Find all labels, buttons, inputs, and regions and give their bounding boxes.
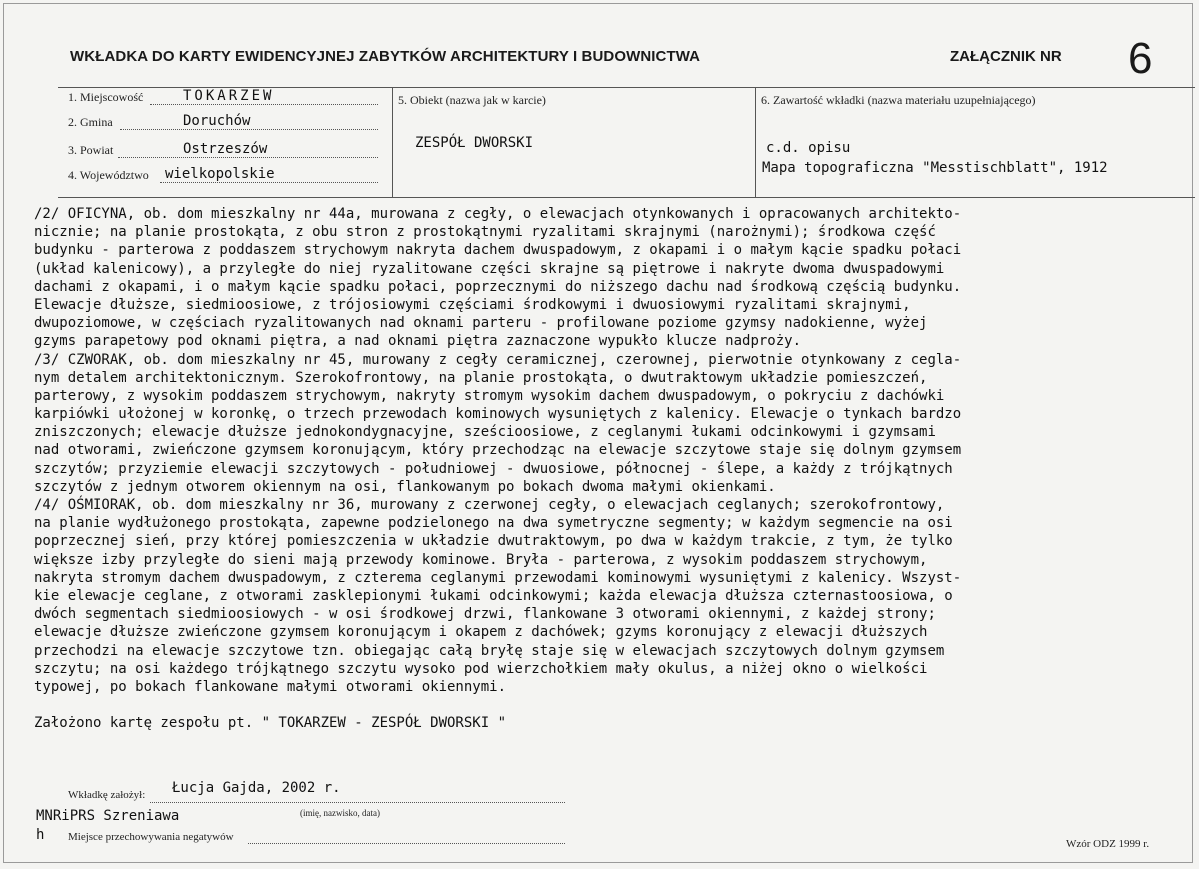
- description-line: większe izby przyległe do sieni mają przewody kominowe. Bryła - parterowa, z wysokim poddaszem strychowym,: [34, 551, 928, 568]
- description-line: /4/ OŚMIORAK, ob. dom mieszkalny nr 36, murowany z czerwonej cegły, o elewacjach ceglanych; szerokofrontowy,: [34, 497, 945, 513]
- place-field: [68, 88, 378, 108]
- author-dots: [150, 802, 565, 803]
- description-line: dwóch segmentach siedmioosiowych - w osi środkowej drzwi, flankowane 3 otworami okiennymi, z każdej strony;: [34, 606, 936, 623]
- district-label: 3. Powiat: [68, 143, 114, 157]
- column-divider-1: [392, 87, 393, 197]
- storage-value: MNRiPRS Szreniawa: [36, 808, 180, 824]
- description-line: parterowy, z wysokim poddaszem strychowym, nakryty stromym wysokim dachem dwuspadowym, o pokryciu z dachówki: [34, 387, 945, 404]
- description-line: (układ kalenicowy), a przyległe do niej ryzalitowane części skrajne są piętrowe i nakryte dwoma dwuspadowymi: [34, 260, 945, 277]
- description-line: zniszczonych; elewacje dłuższe jednokondygnacyjne, sześcioosiowe, z ceglanymi łukami odcinkowymi i gzymsami: [34, 424, 936, 441]
- description-line: karpiówki ułożonej w koronkę, o trzech przewodach kominowych wysuniętych z kalenicy. Elewacje o tynkach bardzo: [34, 406, 962, 423]
- description-line: szczytu; na osi każdego trójkątnego szczytu wysoko pod wierzchołkiem mały okulus, a niżej okno o wielkości: [34, 660, 928, 677]
- description-line: nad otworami, zwieńczone gzymsem koronującym, który przechodząc na elewacje szczytowe staje się dolnym gzymsem: [34, 442, 962, 459]
- voivodeship-dots: [160, 182, 378, 183]
- contents-label: 6. Zawartość wkładki (nazwa materiału uzupełniającego): [761, 93, 1036, 107]
- district-dots: [118, 157, 378, 158]
- form-title: WKŁADKA DO KARTY EWIDENCYJNEJ ZABYTKÓW ARCHITEKTURY I BUDOWNICTWA: [70, 48, 701, 65]
- description-line: poprzecznej sień, przy której pomieszczenia w układzie dwutraktowym, po dwa w każdym trakcie, z tym, że tylko: [34, 533, 953, 550]
- commune-field: [68, 113, 378, 133]
- district-value: Ostrzeszów: [183, 141, 268, 157]
- contents-line-1: c.d. opisu: [766, 140, 851, 156]
- description-line: [34, 696, 1174, 714]
- place-label: 1. Miejscowość: [68, 90, 144, 104]
- description-line: /2/ OFICYNA, ob. dom mieszkalny nr 44a, murowana z cegły, o elewacjach otynkowanych i opracowanych architekto-: [34, 206, 962, 222]
- voivodeship-field: [68, 166, 378, 186]
- attachment-number: 6: [1128, 34, 1153, 83]
- description-line: dwupoziomowe, w częściach ryzalitowanych nad oknami parteru - profilowane poziome gzymsy nadokienne, wyżej: [34, 315, 928, 332]
- author-label: Wkładkę założył:: [68, 789, 146, 801]
- description-line: budynku - parterowa z poddaszem strychowym nakryta dachem dwuspadowym, z okapami i o małym kącie spadku połaci: [34, 242, 962, 259]
- description-line: kie elewacje ceglane, z otworami zasklepionymi łukami odcinkowymi; każda elewacja dłuższa czternastoosiowa, o: [34, 587, 953, 604]
- description-line: na planie wydłużonego prostokąta, zapewne podzielonego na dwa symetryczne segmenty; w każdym segmencie na osi: [34, 515, 953, 532]
- storage-prefix: h: [36, 827, 45, 843]
- column-divider-2: [755, 87, 756, 197]
- description-line: przechodzi na elewacje szczytowe tzn. obiegając całą bryłę staje się w elewacjach szczytowych dolnym gzymsem: [34, 642, 945, 659]
- description-line: /3/ CZWORAK, ob. dom mieszkalny nr 45, murowany z cegły ceramicznej, czerownej, pierwotnie otynkowany z cegla-: [34, 351, 962, 368]
- district-field: [68, 141, 378, 161]
- description-line: nym detalem architektonicznym. Szerokofrontowy, na planie prostokąta, o dwutraktowym układzie pomieszczeń,: [34, 369, 928, 386]
- author-hint: (imię, nazwisko, data): [300, 808, 380, 818]
- voivodeship-value: wielkopolskie: [165, 166, 275, 182]
- author-value: Łucja Gajda, 2002 r.: [172, 780, 341, 796]
- description-line: nicznie; na planie prostokąta, z obu stron z prostokątnymi ryzalitami skrajnymi (narożnymi); środkowa część: [34, 224, 936, 241]
- commune-label: 2. Gmina: [68, 115, 113, 129]
- table-bottom-line: [58, 197, 1195, 198]
- object-label: 5. Obiekt (nazwa jak w karcie): [398, 93, 546, 107]
- commune-dots: [120, 129, 378, 130]
- description-line: dachami z okapami, i o małym kącie spadku połaci, poprzecznymi do niższego dachu nad środkową częścią budynku.: [34, 278, 962, 295]
- description-line: Elewacje dłuższe, siedmioosiowe, z trójosiowymi częściami środkowymi i dwuosiowymi ryzalitami skrajnymi,: [34, 296, 911, 313]
- template-label: Wzór ODZ 1999 r.: [1066, 838, 1150, 850]
- description-line: nakryta stromym dachem dwuspadowym, z czterema ceglanymi przewodami kominowymi wysuniętymi z kalenicy. Wszyst-: [34, 569, 962, 586]
- place-value: TOKARZEW: [183, 88, 275, 104]
- attachment-label: ZAŁĄCZNIK NR: [950, 48, 1062, 65]
- place-dots: [150, 104, 378, 105]
- description-line: szczytów; przyziemie elewacji szczytowych - południowej - dwuosiowe, północnej - ślepe, a każdy z trójkątnych: [34, 460, 953, 477]
- contents-line-2: Mapa topograficzna "Messtischblatt", 1912: [762, 160, 1108, 176]
- description-line: szczytów z jednym otworem okiennym na osi, flankowanym po bokach dwoma małymi okienkami.: [34, 478, 776, 495]
- description-line: elewacje dłuższe zwieńczone gzymsem koronującym i okapem z dachówek; gzyms koronujący z elewacji dłuższych: [34, 624, 928, 641]
- description-body: [34, 205, 1174, 732]
- commune-value: Doruchów: [183, 113, 251, 129]
- storage-label: Miejsce przechowywania negatywów: [68, 831, 234, 843]
- storage-dots: [248, 843, 565, 844]
- object-value: ZESPÓŁ DWORSKI: [415, 135, 534, 151]
- description-line: typowej, po bokach flankowane małymi otworami okiennymi.: [34, 678, 507, 695]
- description-line: gzyms parapetowy pod oknami piętra, a nad oknami piętra zaznaczone wypukło klucze nadproży.: [34, 333, 802, 350]
- description-line: Założono kartę zespołu pt. " TOKARZEW - ZESPÓŁ DWORSKI ": [34, 715, 507, 732]
- voivodeship-label: 4. Województwo: [68, 168, 149, 182]
